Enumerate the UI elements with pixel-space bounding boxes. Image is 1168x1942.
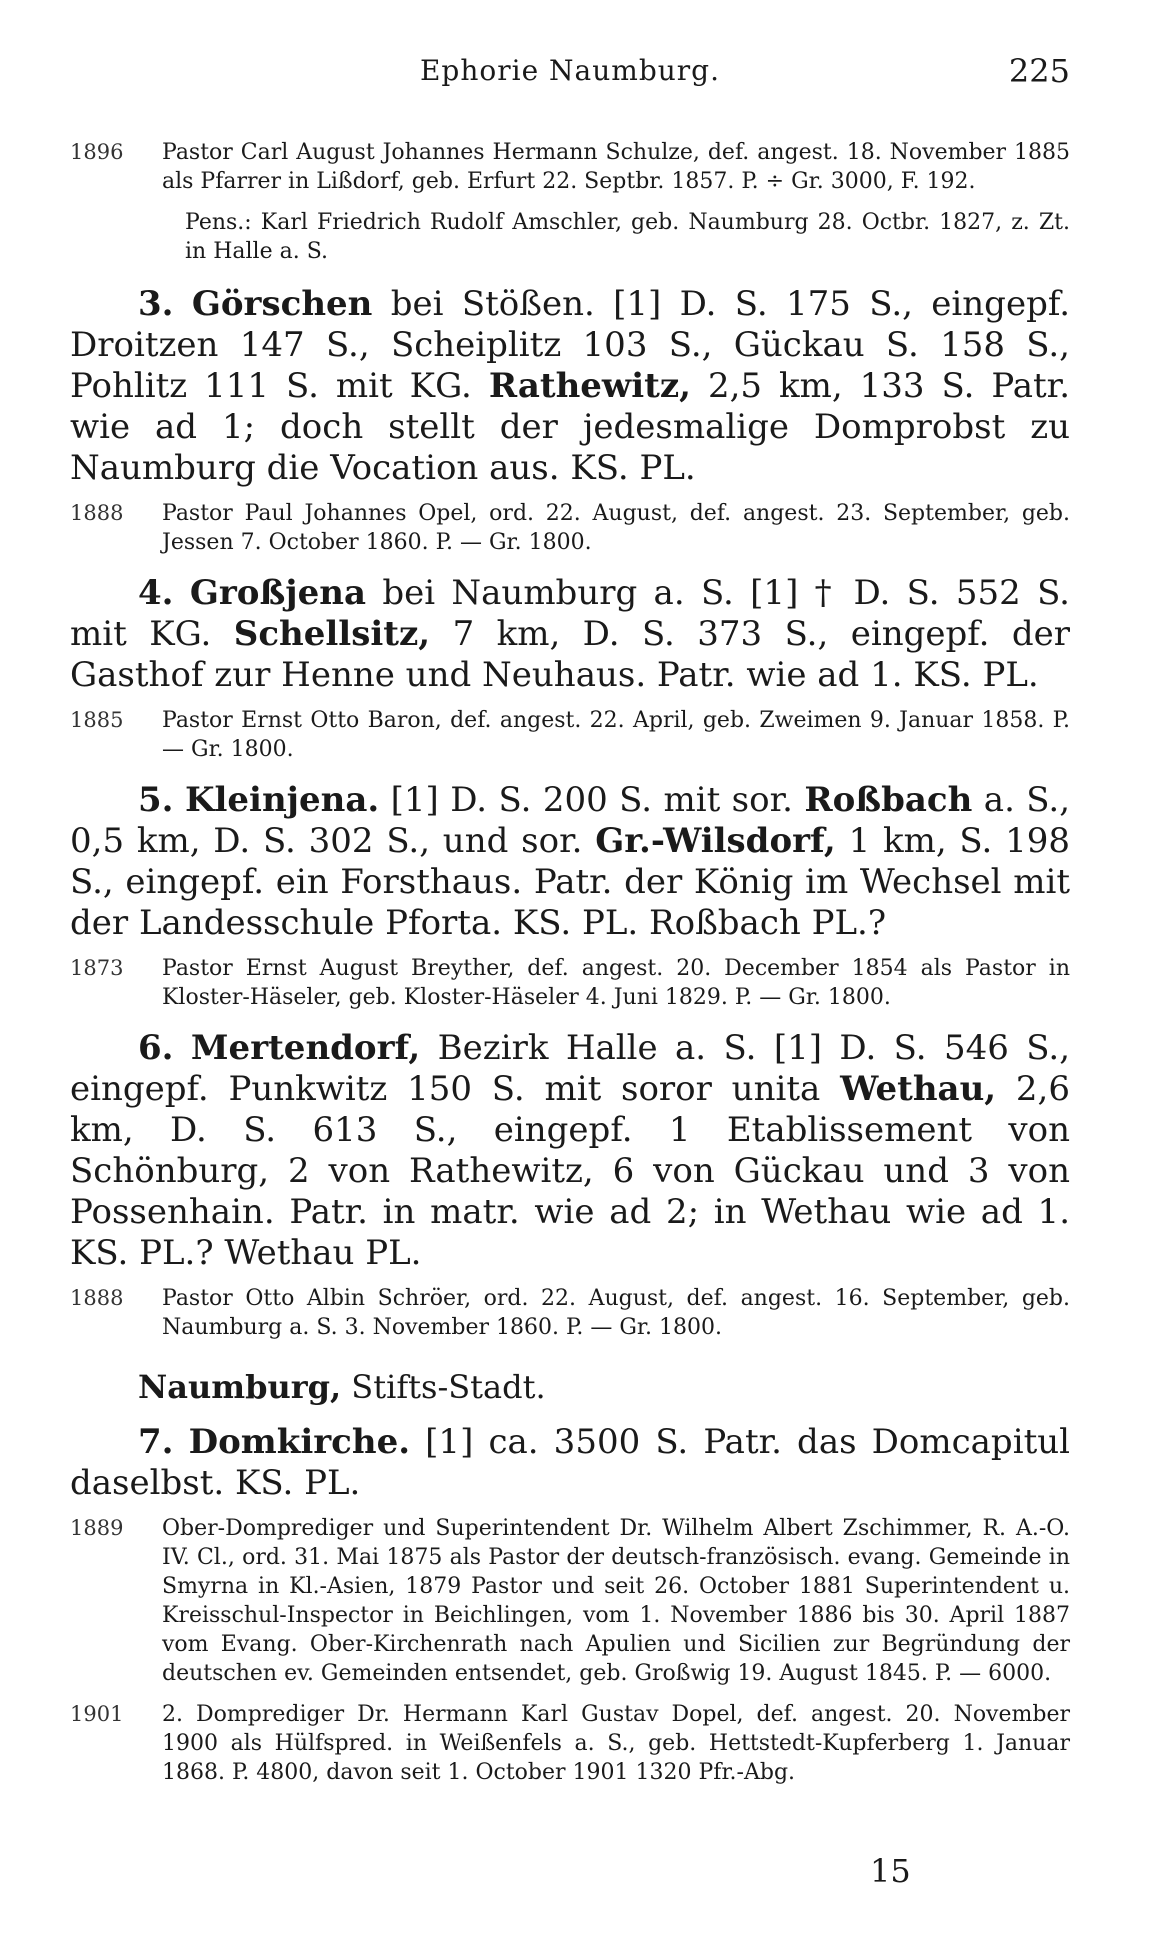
parish-place: Wethau, <box>840 1069 997 1109</box>
pastor-entry-1889 <box>70 1514 1070 1688</box>
parish-section-6 <box>70 1028 1070 1274</box>
parish-text-cont: a. S., 0,5 km, D. S. 302 S., und sor. <box>70 780 1070 861</box>
entry-year: 1888 <box>70 501 124 525</box>
pastor-entry-1885 <box>70 706 1070 764</box>
signature-mark: 15 <box>870 1852 911 1890</box>
city-subtitle: Stifts-Stadt. <box>351 1368 546 1406</box>
parish-number: 5. <box>138 780 174 820</box>
parish-name: Großjena <box>189 573 366 613</box>
parish-section-5 <box>70 780 1070 944</box>
city-name: Naumburg, <box>138 1368 342 1406</box>
parish-text: [1] D. S. 200 S. mit sor. <box>390 780 793 820</box>
page-content <box>70 138 1070 1799</box>
pastor-entry-1901 <box>70 1700 1070 1787</box>
entry-year: 1885 <box>70 708 124 732</box>
parish-section-4 <box>70 573 1070 696</box>
entry-year: 1888 <box>70 1286 124 1310</box>
entry-text: 2. Domprediger Dr. Hermann Karl Gustav Dopel, def. angest. 20. November 1900 als Hülfspred. in Weißenfels a. S., geb. Hettstedt-Kupferberg 1. Januar 1868. P. 4800, davon seit 1. October 1901 1320 Pfr.-Abg. <box>162 1702 1070 1785</box>
parish-number: 6. <box>138 1028 174 1068</box>
entry-text: Pastor Paul Johannes Opel, ord. 22. August, def. angest. 23. September, geb. Jessen 7. October 1860. P. — Gr. 1800. <box>162 501 1070 555</box>
entry-text: Pastor Ernst Otto Baron, def. angest. 22. April, geb. Zweimen 9. Januar 1858. P. — Gr. 1800. <box>162 708 1070 762</box>
parish-text: [1] ca. 3500 S. Patr. das Domcapitul daselbst. KS. PL. <box>70 1422 1071 1503</box>
parish-place: Gr.-Wilsdorf, <box>595 821 836 861</box>
parish-number: 4. <box>138 573 174 613</box>
entry-text: Pastor Carl August Johannes Hermann Schulze, def. angest. 18. November 1885 als Pfarrer in Lißdorf, geb. Erfurt 22. Septbr. 1857. P. ÷ Gr. 3000, F. 192. <box>162 140 1070 194</box>
pastor-entry-1888 <box>70 499 1070 557</box>
parish-place: Roßbach <box>804 780 973 820</box>
parish-name: Domkirche. <box>188 1422 411 1462</box>
parish-text: bei Naumburg a. S. [1] † D. S. 552 S. mit KG. <box>70 573 1070 654</box>
parish-text-cont: 7 km, D. S. 373 S., eingepf. der Gasthof zur Henne und Neuhaus. Patr. wie ad 1. KS. PL. <box>70 614 1070 695</box>
parish-section-7 <box>70 1422 1070 1504</box>
entry-text: Pastor Ernst August Breyther, def. angest. 20. December 1854 als Pastor in Kloster-Häseler, geb. Kloster-Häseler 4. Juni 1829. P. — Gr. 1800. <box>162 956 1070 1010</box>
parish-text-cont: 2,6 km, D. S. 613 S., eingepf. 1 Etablissement von Schönburg, 2 von Rathewitz, 6 von Gückau und 3 von Possenhain. Patr. in matr. wie ad 2; in Wethau wie ad 1. KS. PL.? Wethau PL. <box>70 1069 1070 1273</box>
parish-name: Mertendorf, <box>190 1028 421 1068</box>
pension-note: Pens.: Karl Friedrich Rudolf Amschler, geb. Naumburg 28. Octbr. 1827, z. Zt. in Halle a. S. <box>185 210 1070 264</box>
pastor-entry-1873 <box>70 954 1070 1012</box>
parish-section-3 <box>70 284 1070 489</box>
pastor-entry-1896 <box>70 138 1070 196</box>
entry-year: 1901 <box>70 1702 124 1726</box>
entry-text: Ober-Domprediger und Superintendent Dr. Wilhelm Albert Zschimmer, R. A.-O. IV. Cl., ord. 31. Mai 1875 als Pastor der deutsch-französisch. evang. Gemeinde in Smyrna in Kl.-Asien, 1879 Pastor und seit 26. October 1881 Superintendent u. Kreisschul-Inspector in Beichlingen, vom 1. November 1886 bis 30. April 1887 vom Evang. Ober-Kirchenrath nach Apulien und Sicilien zur Begründung der deutschen ev. Gemeinden entsendet, geb. Großwig 19. August 1845. P. — 6000. <box>162 1516 1070 1686</box>
parish-name: Görschen <box>191 284 373 324</box>
page-number: 225 <box>1008 52 1070 90</box>
pastor-entry-1888b <box>70 1284 1070 1342</box>
entry-text: Pastor Otto Albin Schröer, ord. 22. August, def. angest. 16. September, geb. Naumburg a. S. 3. November 1860. P. — Gr. 1800. <box>162 1286 1070 1340</box>
parish-number: 7. <box>138 1422 174 1462</box>
city-heading <box>138 1368 1070 1406</box>
parish-text-cont: 2,5 km, 133 S. Patr. wie ad 1; doch stellt der jedesmalige Domprobst zu Naumburg die Vocation aus. KS. PL. <box>70 366 1070 488</box>
parish-place: Schellsitz, <box>233 614 431 654</box>
parish-text: bei Stößen. [1] D. S. 175 S., eingepf. Droitzen 147 S., Scheiplitz 103 S., Gückau S. 158 S., Pohlitz 111 S. mit KG. <box>70 284 1071 406</box>
running-title: Ephorie Naumburg. <box>419 54 720 87</box>
page-header <box>70 48 1070 98</box>
entry-year: 1873 <box>70 956 124 980</box>
parish-place: Rathewitz, <box>488 366 691 406</box>
entry-year: 1889 <box>70 1516 124 1540</box>
parish-name: Kleinjena. <box>184 780 380 820</box>
parish-text-cont: 1 km, S. 198 S., eingepf. ein Forsthaus. Patr. der König im Wechsel mit der Landesschule Pforta. KS. PL. Roßbach PL.? <box>70 821 1071 943</box>
parish-number: 3. <box>138 284 174 324</box>
parish-text: Bezirk Halle a. S. [1] D. S. 546 S., eingepf. Punkwitz 150 S. mit soror unita <box>70 1028 1070 1109</box>
entry-year: 1896 <box>70 140 124 164</box>
